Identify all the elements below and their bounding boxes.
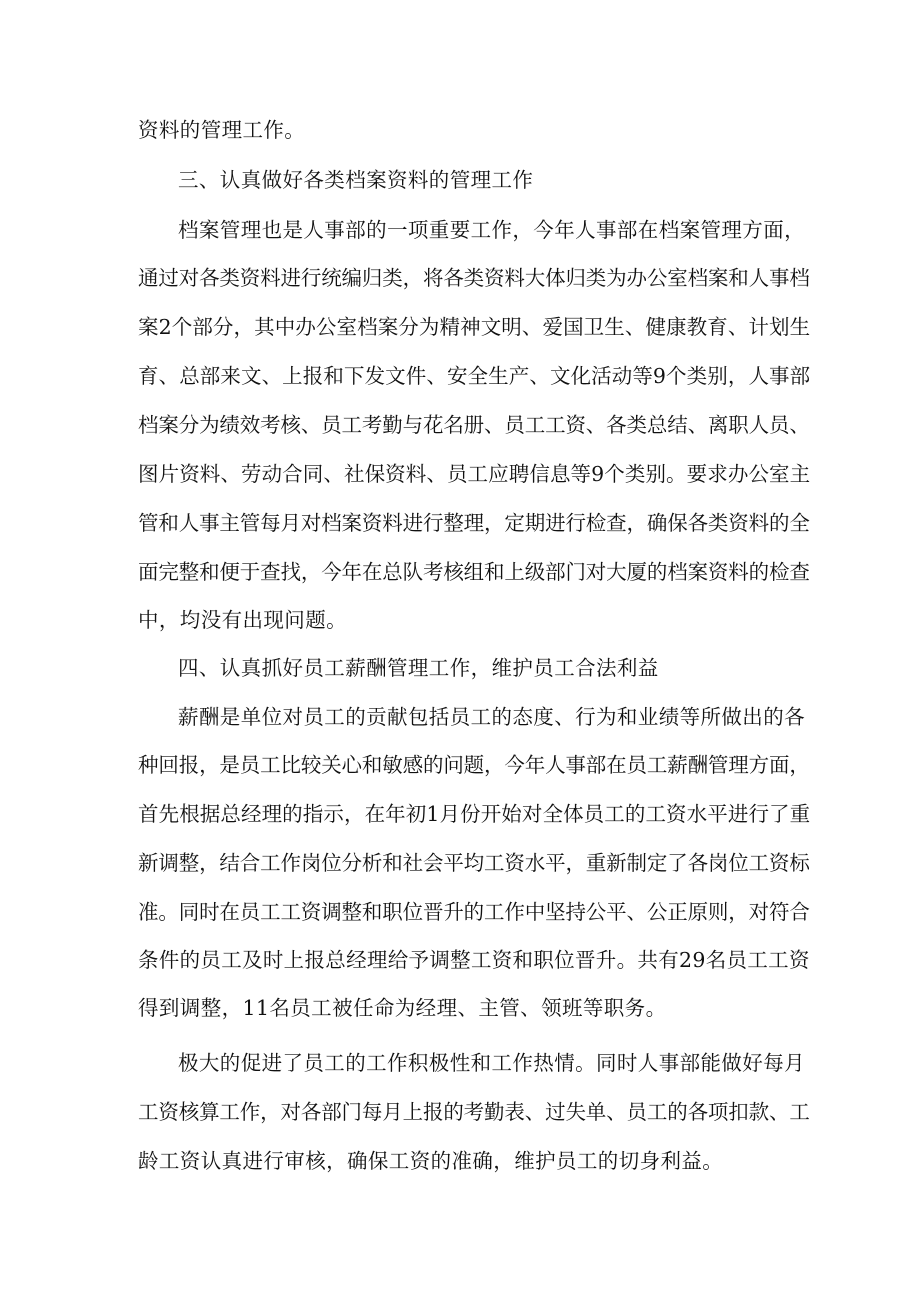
text-line <box>0 503 920 543</box>
text-line-content: 案2个部分，其中办公室档案分为精神文明、爱国卫生、健康教育、计划生 <box>138 315 811 339</box>
text-line-content: 极大的促进了员工的工作积极性和工作热情。同时人事部能做好每月 <box>178 1051 805 1075</box>
text-line-content: 准。同时在员工工资调整和职位晋升的工作中坚持公平、公正原则，对符合 <box>138 900 810 924</box>
text-line-content: 管和人事主管每月对档案资料进行整理，定期进行检查，确保各类资料的全 <box>138 511 810 535</box>
text-line <box>0 454 920 494</box>
text-line <box>0 843 920 883</box>
section-heading <box>0 648 920 688</box>
text-line <box>0 988 920 1028</box>
text-line-content: 资料的管理工作。 <box>138 118 306 142</box>
text-line-content: 工资核算工作，对各部门每月上报的考勤表、过失单、员工的各项扣款、工 <box>138 1100 810 1124</box>
text-line <box>0 600 920 640</box>
text-line <box>0 940 920 980</box>
text-line <box>0 697 920 737</box>
text-line <box>0 258 920 298</box>
text-line-content: 条件的员工及时上报总经理给予调整工资和职位晋升。共有29名员工工资 <box>138 948 810 972</box>
text-line <box>0 210 920 250</box>
section-heading-text: 三、认真做好各类档案资料的管理工作 <box>178 168 534 192</box>
section-heading <box>0 160 920 200</box>
text-line <box>0 552 920 592</box>
text-line <box>0 1043 920 1083</box>
text-line <box>0 892 920 932</box>
text-line-content: 首先根据总经理的指示，在年初1月份开始对全体员工的工资水平进行了重 <box>138 802 811 826</box>
text-line-content: 得到调整，11名员工被任命为经理、主管、领班等职务。 <box>138 996 667 1020</box>
text-line-content: 育、总部来文、上报和下发文件、安全生产、文化活动等9个类别，人事部 <box>138 364 811 388</box>
text-line <box>0 1092 920 1132</box>
text-line-content: 图片资料、劳动合同、社保资料、员工应聘信息等9个类别。要求办公室主 <box>138 462 811 486</box>
text-line-content: 种回报，是员工比较关心和敏感的问题，今年人事部在员工薪酬管理方面， <box>138 753 810 777</box>
section-heading-text: 四、认真抓好员工薪酬管理工作，维护员工合法利益 <box>178 656 659 680</box>
text-line-content: 中，均没有出现问题。 <box>138 608 347 632</box>
text-line-content: 面完整和便于查找，今年在总队考核组和上级部门对大厦的档案资料的检查 <box>138 560 810 584</box>
text-line <box>0 356 920 396</box>
text-line-content: 新调整，结合工作岗位分析和社会平均工资水平，重新制定了各岗位工资标 <box>138 851 810 875</box>
text-line <box>0 110 920 150</box>
text-line-content: 档案管理也是人事部的一项重要工作，今年人事部在档案管理方面， <box>178 218 805 242</box>
text-line-content: 龄工资认真进行审核，确保工资的准确，维护员工的切身利益。 <box>138 1149 724 1173</box>
text-line <box>0 794 920 834</box>
text-line-content: 档案分为绩效考核、员工考勤与花名册、员工工资、各类总结、离职人员、 <box>138 413 810 437</box>
text-line <box>0 745 920 785</box>
text-line <box>0 307 920 347</box>
text-line <box>0 1141 920 1181</box>
text-line <box>0 405 920 445</box>
text-line-content: 薪酬是单位对员工的贡献包括员工的态度、行为和业绩等所做出的各 <box>178 705 805 729</box>
text-line-content: 通过对各类资料进行统编归类，将各类资料大体归类为办公室档案和人事档 <box>138 266 810 290</box>
